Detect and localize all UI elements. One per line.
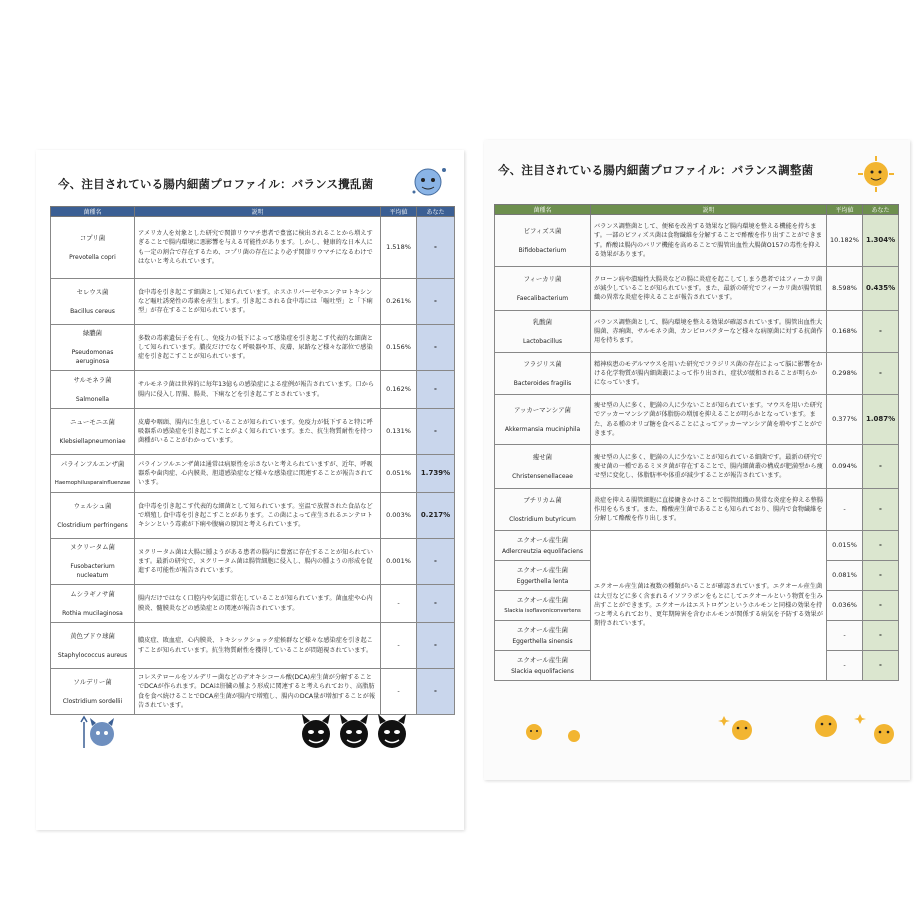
species-cell [51, 669, 135, 715]
species-jp-name: ムシラギノサ菌 [70, 589, 115, 598]
species-jp-name: エクオール産生菌 [517, 595, 568, 604]
species-cell [51, 371, 135, 409]
table-row [495, 489, 899, 531]
right-page [484, 140, 910, 780]
description-cell: 食中毒を引き起こす代表的な細菌として知られています。室温で放置された食品などで増殖し食中毒を引き起こすことがあります。この菌によって産生されるエンテロトキシンという毒素が下痢や腹痛の原因と考えられています。 [135, 493, 381, 539]
table-row [51, 539, 455, 585]
black-devil-mascots-icon [296, 710, 416, 756]
species-cell [495, 215, 591, 267]
your-value: 1.087% [863, 395, 899, 445]
species-sci-name: Eggerthella sinensis [512, 637, 573, 645]
species-jp-name: ビフィズス菌 [523, 226, 562, 235]
your-value: - [417, 409, 455, 455]
description-cell: ヌクリータム菌は大腸に腫ようがある患者の腸内に豊富に存在することが知られています。最新の研究で、ヌクリータム菌は腸管細胞に侵入し、腸内の腫ようの形成を促進する可能性が報告されています。 [135, 539, 381, 585]
species-sci-name: Bacillus cereus [70, 307, 115, 315]
your-value: - [863, 311, 899, 353]
left-page [36, 150, 464, 830]
species-cell [51, 585, 135, 623]
your-value: - [417, 279, 455, 325]
blue-bacteria-mascot-icon [408, 162, 448, 198]
average-value: 0.131% [381, 409, 417, 455]
species-sci-name: Prevotella copri [69, 253, 116, 261]
species-cell [51, 325, 135, 371]
table-row [495, 215, 899, 267]
species-cell [495, 561, 591, 591]
description-cell: サルモネラ菌は世界的に毎年13億もの感染症による症例が報告されています。口から腸内に侵入し胃腸、腸炎、下痢などを引き起こすとされています。 [135, 371, 381, 409]
description-cell: 皮膚や咽頭、腸内に生息していることが知られています。免疫力が低下すると特に呼吸器系の感染症を引き起こすことがよく知られています。また、抗生物質耐性を持つ菌種がいることがわかっています。 [135, 409, 381, 455]
species-cell [495, 445, 591, 489]
species-cell [495, 651, 591, 681]
yellow-bacteria-group-icon [514, 710, 904, 760]
description-cell: 痩せ型の人に多く、肥満の人に少ないことが知られている細菌です。最新の研究で痩せ菌の一種であるミヌタ菌が存在することで、腸内細菌叢の構成が肥満型から痩せ型に変化し、体脂肪率や体重が減少することが報告されています。 [591, 445, 827, 489]
species-cell [495, 353, 591, 395]
header-species: 菌種名 [495, 205, 591, 215]
species-jp-name: エクオール産生菌 [517, 625, 568, 634]
table-row [51, 623, 455, 669]
table-row [51, 325, 455, 371]
species-sci-name: Bacteroides fragilis [513, 379, 572, 387]
table-header-row [495, 205, 899, 215]
species-sci-name: Clostridium butyricum [509, 515, 576, 523]
your-value: - [863, 489, 899, 531]
your-value: - [863, 353, 899, 395]
average-value: 0.094% [827, 445, 863, 489]
your-value: - [417, 325, 455, 371]
species-sci-name: Akkermansia muciniphila [504, 425, 581, 433]
header-species: 菌種名 [51, 207, 135, 217]
species-jp-name: 乳酸菌 [532, 317, 553, 326]
species-jp-name: ヌクリータム菌 [70, 543, 115, 551]
description-cell: 炎症を抑える腸管細胞に直接働きかけることで腸管組織の異常な炎症を抑える整腸作用をもちます。また、酪酸産生菌であることも知られており、腸内で食物繊維を分解して酪酸を作り出します。 [591, 489, 827, 531]
species-jp-name: 緑膿菌 [82, 329, 103, 337]
average-value: 0.298% [827, 353, 863, 395]
species-sci-name: Pseudomonas aeruginosa [71, 349, 114, 365]
species-cell [495, 267, 591, 311]
average-value: 0.036% [827, 591, 863, 621]
blue-devil-mascot-icon [80, 712, 120, 752]
your-value: - [863, 591, 899, 621]
species-jp-name: エクオール産生菌 [517, 655, 568, 664]
species-cell [495, 311, 591, 353]
table-row [51, 371, 455, 409]
species-cell [51, 623, 135, 669]
average-value: - [827, 651, 863, 681]
table-row [51, 669, 455, 715]
species-sci-name: Clostridium perfringens [57, 521, 128, 529]
table-row [51, 409, 455, 455]
species-jp-name: パラインフルエンザ菌 [60, 459, 125, 468]
species-cell [51, 539, 135, 585]
your-value: - [863, 561, 899, 591]
description-cell: バランス調整菌として、腸内環境を整える効果が確認されています。腸管出血性大腸菌、赤痢菌、サルモネラ菌、カンピロバクターなど様々な病原菌に対する抗菌作用を持ちます。 [591, 311, 827, 353]
species-cell [51, 279, 135, 325]
average-value: - [827, 489, 863, 531]
your-value: 1.304% [863, 215, 899, 267]
table-row [495, 311, 899, 353]
yellow-bacteria-mascot-icon [856, 154, 896, 194]
header-description: 説明 [591, 205, 827, 215]
average-value: 8.598% [827, 267, 863, 311]
description-cell: 膿皮症、敗血症、心内膜炎、トキシックショック症候群など様々な感染症を引き起こすことが知られています。抗生物質耐性を獲得していることが問題視されています。 [135, 623, 381, 669]
table-row [495, 395, 899, 445]
species-sci-name: Lactobacillus [522, 337, 563, 345]
your-value: 0.435% [863, 267, 899, 311]
table-row [495, 445, 899, 489]
your-value: 1.739% [417, 455, 455, 493]
species-sci-name: Haemophilusparainfluenzae [54, 479, 131, 486]
table-header-row [51, 207, 455, 217]
average-value: - [381, 669, 417, 715]
average-value: 0.156% [381, 325, 417, 371]
header-average: 平均値 [827, 205, 863, 215]
description-cell: バランス調整菌として、便秘を改善する効果など腸内環境を整える機能を持ちます。一部のビフィズス菌は食物繊維を分解することで酢酸を作り出すことができます。酢酸は腸内のバリア機能を高めることで腸管出血性大腸菌O157の毒性を抑える効果があります。 [591, 215, 827, 267]
description-cell: 腸内だけではなく口腔内や気道に常在していることが知られています。菌血症や心内膜炎、髄膜炎などの感染症との関連が報告されています。 [135, 585, 381, 623]
species-cell [51, 409, 135, 455]
description-cell: コレステロールをソルデリー菌などのデオキシコール酸(DCA)産生菌が分解することでDCAが作られます。DCAは肝臓の腫よう形成に関連すると考えられており、高脂肪食を食べ続けることでDCA産生菌が腸内で増殖し、腸内のDCA量が増加することが報告されています。 [135, 669, 381, 715]
table-row [51, 585, 455, 623]
table-row [51, 493, 455, 539]
average-value: - [827, 621, 863, 651]
species-sci-name: Slackia isoflavoniconvertens [504, 607, 581, 614]
your-value: - [863, 531, 899, 561]
species-cell [51, 455, 135, 493]
species-jp-name: エクオール産生菌 [517, 565, 568, 574]
balancer-bacteria-table [494, 204, 899, 681]
species-jp-name: フィーカリ菌 [523, 274, 562, 283]
species-jp-name: サルモネラ菌 [73, 375, 112, 384]
table-row [51, 217, 455, 279]
description-cell: 多数の毒素遺伝子を有し、免疫力の低下によって感染症を引き起こす代表的な細菌として知られています。膿皮だけでなく呼吸器や耳、皮膚、尿路など様々な部位で感染症を引き起こすことが知られています。 [135, 325, 381, 371]
average-value: 0.377% [827, 395, 863, 445]
disruptor-bacteria-table [50, 206, 455, 715]
your-value: - [417, 371, 455, 409]
species-jp-name: 痩せ菌 [532, 452, 553, 461]
species-jp-name: ウェルシュ菌 [73, 501, 112, 510]
species-jp-name: エクオール産生菌 [517, 535, 568, 544]
species-sci-name: Rothia mucilaginosa [62, 609, 123, 617]
your-value: - [863, 621, 899, 651]
left-page-title: 今、注目されている腸内細菌プロファイル：バランス攪乱菌 [58, 177, 374, 191]
average-value: 0.168% [827, 311, 863, 353]
species-cell [495, 489, 591, 531]
species-sci-name: Slackia equolifaciens [511, 667, 574, 675]
species-cell [495, 395, 591, 445]
species-sci-name: Klebsiellapneumoniae [59, 437, 126, 445]
average-value: 0.015% [827, 531, 863, 561]
average-value: 1.518% [381, 217, 417, 279]
species-cell [51, 217, 135, 279]
description-cell: 痩せ型の人に多く、肥満の人に少ないことが知られています。マウスを用いた研究でアッカーマンシア菌が体脂肪の増加を抑えることが明らかとなっています。また、ある種のオリゴ糖を食べることによってアッカーマンシア菌を増やすことができます。 [591, 395, 827, 445]
average-value: 0.001% [381, 539, 417, 585]
description-cell: アメリカ人を対象とした研究で関節リウマチ患者で豊富に検出されることから増えすぎることで腸内環境に悪影響を与える可能性があります。しかし、健康的な日本人にも一定の割合で存在するため、コプリ菌の存在により必ず関節リウマチになるわけではないと考えられています。 [135, 217, 381, 279]
table-row [495, 531, 899, 561]
your-value: 0.217% [417, 493, 455, 539]
species-sci-name: Salmonella [75, 395, 110, 403]
average-value: 0.162% [381, 371, 417, 409]
your-value: - [417, 217, 455, 279]
average-value: - [381, 623, 417, 669]
species-cell [51, 493, 135, 539]
species-jp-name: ニューモニエ菌 [70, 417, 115, 426]
average-value: 0.261% [381, 279, 417, 325]
equol-description-cell: エクオール産生菌は複数の種類がいることが確認されています。エクオール産生菌は大豆などに多く含まれるイソフラボンをもとにしてエクオールという物質を生み出すことができます。エクオールはエストロゲンというホルモンと同様の効果を持つと考えられており、更年期障害を含むホルモンが関係する病気を予防する効果が期待されています。 [591, 531, 827, 681]
right-page-title: 今、注目されている腸内細菌プロファイル：バランス調整菌 [498, 163, 814, 177]
your-value: - [417, 669, 455, 715]
your-value: - [863, 651, 899, 681]
species-jp-name: フラジリス菌 [523, 359, 562, 368]
header-you: あなた [417, 207, 455, 217]
species-jp-name: ブチリカム菌 [523, 495, 562, 504]
average-value: 10.182% [827, 215, 863, 267]
average-value: - [381, 585, 417, 623]
species-jp-name: 黄色ブドウ球菌 [70, 631, 115, 640]
species-sci-name: Eggerthella lenta [516, 577, 569, 585]
your-value: - [417, 585, 455, 623]
species-jp-name: ソルデリー菌 [73, 677, 112, 686]
header-you: あなた [863, 205, 899, 215]
average-value: 0.003% [381, 493, 417, 539]
species-cell [495, 621, 591, 651]
table-row [495, 353, 899, 395]
species-cell [495, 531, 591, 561]
species-sci-name: Faecalibacterium [516, 294, 569, 302]
species-cell [495, 591, 591, 621]
species-jp-name: コプリ菌 [79, 233, 106, 242]
header-average: 平均値 [381, 207, 417, 217]
species-sci-name: Adlercreutzia equolifaciens [501, 547, 584, 555]
description-cell: クローン病や潰瘍性大腸炎などの腸に炎症を起こしてしまう患者ではフィーカリ菌が減少していることが知られています。また、最新の研究でフィーカリ菌が腸管組織の異常な炎症を抑えることが報告されています。 [591, 267, 827, 311]
description-cell: 食中毒を引き起こす細菌として知られています。ホスホリパーゼやエンテロトキシンなど嘔吐誘発性の毒素を産生します。引き起こされる食中毒には「嘔吐型」と「下痢型」が存在することが知られています。 [135, 279, 381, 325]
your-value: - [863, 445, 899, 489]
species-sci-name: Fusobacterium nucleatum [70, 563, 115, 579]
description-cell: パラインフルエンザ菌は通常は病原性を示さないと考えられていますが、近年、呼吸器系や歯肉症、心内膜炎、胆道感染症など様々な感染症に関連することが報告されています。 [135, 455, 381, 493]
species-sci-name: Staphylococcus aureus [57, 651, 128, 659]
species-jp-name: セレウス菌 [76, 287, 109, 296]
species-jp-name: アッカーマンシア菌 [514, 405, 571, 414]
table-row [51, 279, 455, 325]
your-value: - [417, 539, 455, 585]
average-value: 0.051% [381, 455, 417, 493]
species-sci-name: Clostridium sordellii [62, 697, 123, 705]
species-sci-name: Bifidobacterium [518, 246, 567, 254]
your-value: - [417, 623, 455, 669]
species-sci-name: Christensenellaceae [512, 472, 573, 480]
description-cell: 精神疾患のモデルマウスを用いた研究でフラジリス菌の存在によって脳に影響をかける化学物質が腸内細菌叢によって作り出され、症状が緩和されることが明らかになっています。 [591, 353, 827, 395]
average-value: 0.081% [827, 561, 863, 591]
table-row [51, 455, 455, 493]
table-row [495, 267, 899, 311]
header-description: 説明 [135, 207, 381, 217]
